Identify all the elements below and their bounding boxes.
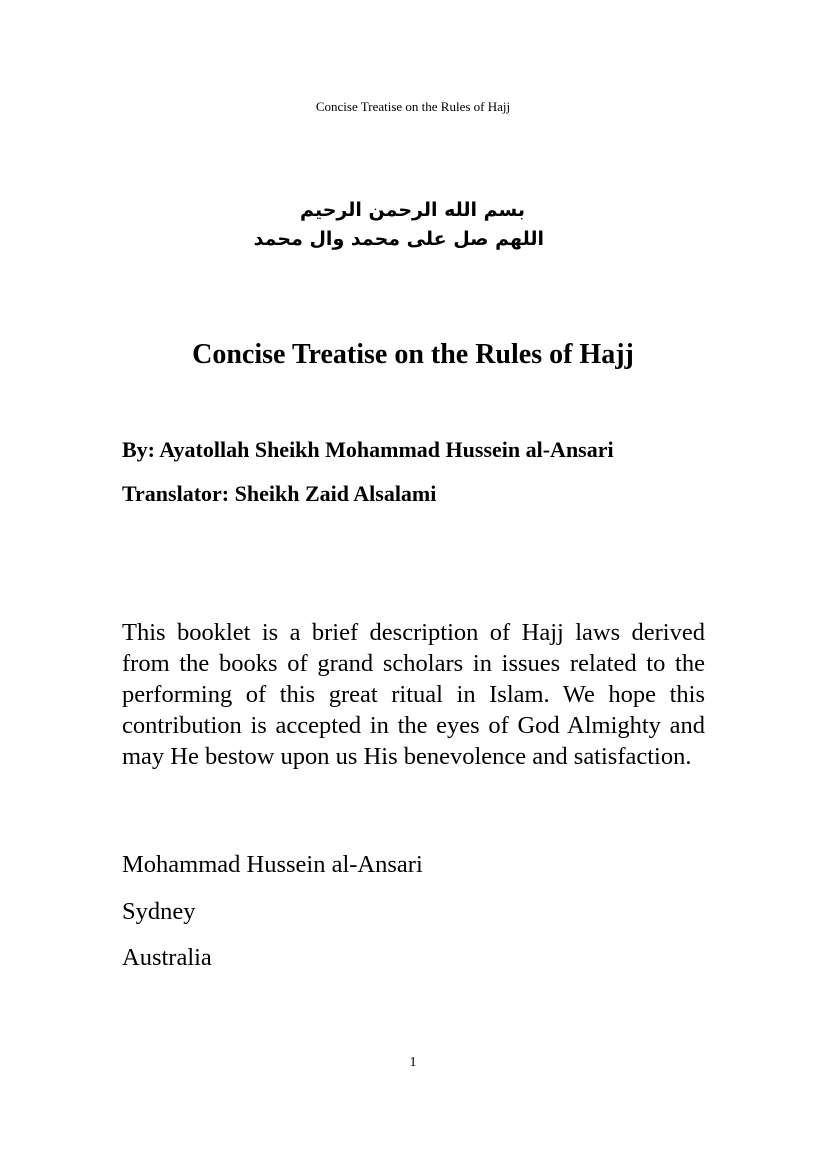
signoff-city: Sydney [122,898,196,925]
description-paragraph: This booklet is a brief description of Hajj laws derived from the books of grand scholars in issues related to the performing of this great ritual in Islam. We hope this contribution is accepted in the eyes of God Almighty and may He bestow upon us His benevolence and satisfaction. [122,619,705,770]
running-header: Concise Treatise on the Rules of Hajj [315,99,511,114]
signoff-name: Mohammad Hussein al-Ansari [122,851,423,878]
page-number: 1 [409,1055,417,1070]
document-title: Concise Treatise on the Rules of Hajj [192,339,634,370]
salawat-line: اللهم صل على محمد وال محمد [253,228,544,250]
author-line: By: Ayatollah Sheikh Mohammad Hussein al-Ansari [122,437,614,462]
signoff-country: Australia [122,944,212,971]
basmala-line: بسم الله الرحمن الرحيم [300,199,525,221]
translator-line: Translator: Sheikh Zaid Alsalami [122,481,437,506]
